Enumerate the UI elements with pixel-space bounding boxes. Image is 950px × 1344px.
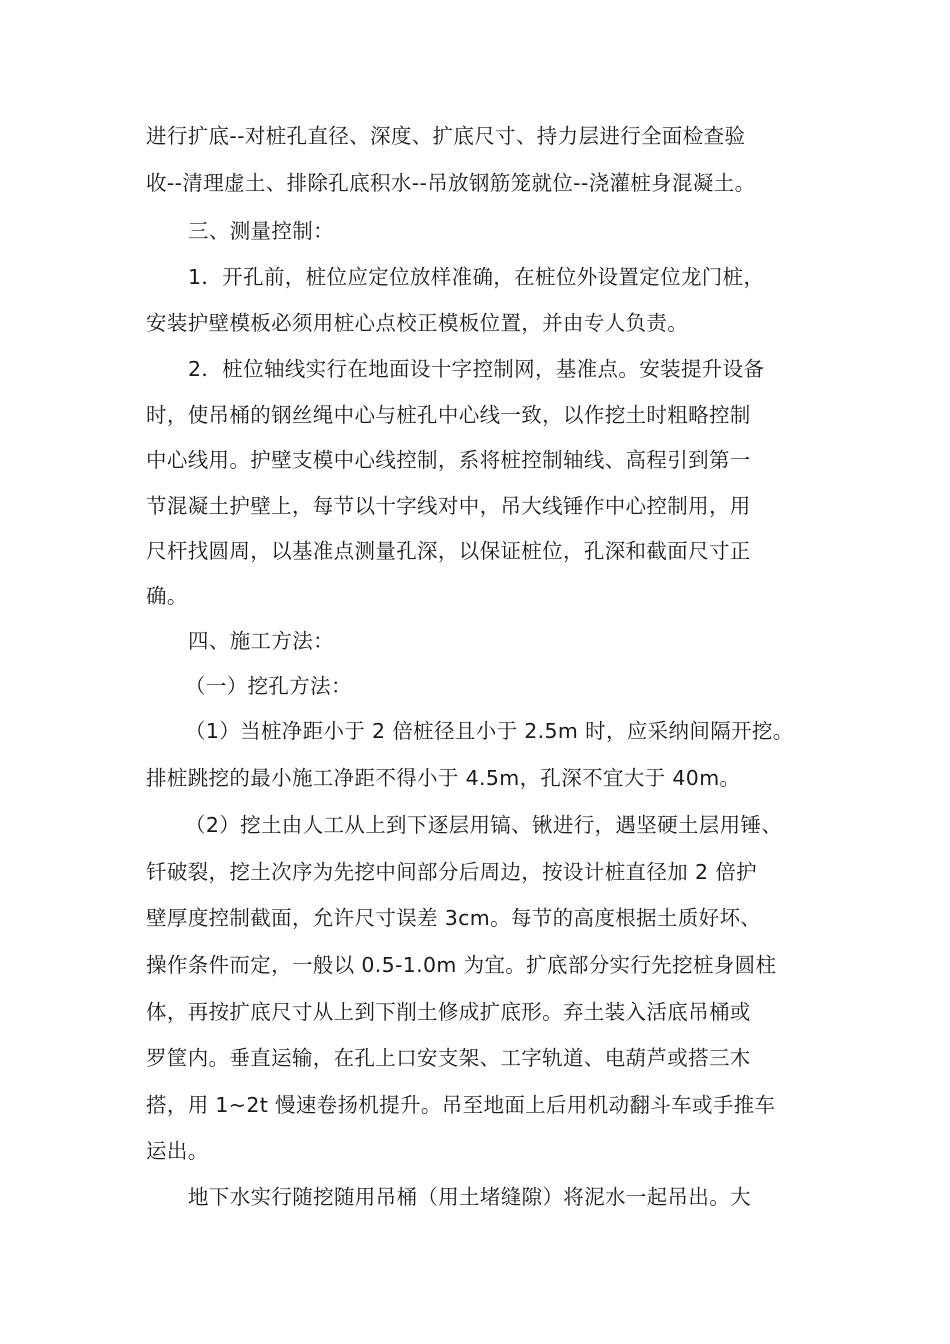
subsection-heading: （一）挖孔方法： <box>185 674 352 698</box>
paragraph-line: 安装护壁模板必须用桩心点校正模板位置，并由专人负责。 <box>146 311 689 335</box>
paragraph-line: 2．桩位轴线实行在地面设十字控制网，基准点。安装提升设备 <box>188 357 765 381</box>
paragraph-line: 体，再按扩底尺寸从上到下削土修成扩底形。弃土装入活底吊桶或 <box>146 1000 751 1024</box>
section-heading: 四、施工方法： <box>188 629 334 653</box>
paragraph-line: 中心线用。护壁支模中心线控制，系将桩控制轴线、高程引到第一 <box>146 448 751 472</box>
paragraph-line: 操作条件而定，一般以 0.5-1.0m 为宜。扩底部分实行先挖桩身圆柱 <box>146 953 777 977</box>
paragraph-line: （2）挖土由人工从上到下逐层用镐、锹进行，遇坚硬土层用锤、 <box>185 813 783 837</box>
paragraph-line: 尺杆找圆周，以基准点测量孔深，以保证桩位，孔深和截面尺寸正 <box>146 539 751 563</box>
paragraph-line: 地下水实行随挖随用吊桶（用土堵缝隙）将泥水一起吊出。大 <box>188 1185 751 1209</box>
paragraph-line: 确。 <box>146 584 188 608</box>
paragraph-line: 排桩跳挖的最小施工净距不得小于 4.5m，孔深不宜大于 40m。 <box>146 766 741 790</box>
paragraph-line: 罗筐内。垂直运输，在孔上口安支架、工字轨道、电葫芦或搭三木 <box>146 1046 751 1070</box>
paragraph-line: 进行扩底--对桩孔直径、深度、扩底尺寸、持力层进行全面检查验 <box>146 124 746 148</box>
paragraph-line: 运出。 <box>146 1139 209 1163</box>
paragraph-line: 1．开孔前，桩位应定位放样准确，在桩位外设置定位龙门桩， <box>188 265 765 289</box>
paragraph-line: 壁厚度控制截面，允许尺寸误差 3cm。每节的高度根据土质好坏、 <box>146 906 762 930</box>
paragraph-line: 节混凝土护壁上，每节以十字线对中，吊大线锤作中心控制用，用 <box>146 494 751 518</box>
section-heading: 三、测量控制： <box>188 219 334 243</box>
paragraph-line: 搭，用 1~2t 慢速卷扬机提升。吊至地面上后用机动翻斗车或手推车 <box>146 1093 776 1117</box>
paragraph-line: 钎破裂，挖土次序为先挖中间部分后周边，按设计桩直径加 2 倍护 <box>146 860 757 884</box>
paragraph-line: 收--清理虚土、排除孔底积水--吊放钢筋笼就位--浇灌桩身混凝土。 <box>146 171 756 195</box>
paragraph-line: 时，使吊桶的钢丝绳中心与桩孔中心线一致，以作挖土时粗略控制 <box>146 403 751 427</box>
paragraph-line: （1）当桩净距小于 2 倍桩径且小于 2.5m 时，应采纳间隔开挖。 <box>185 719 794 743</box>
